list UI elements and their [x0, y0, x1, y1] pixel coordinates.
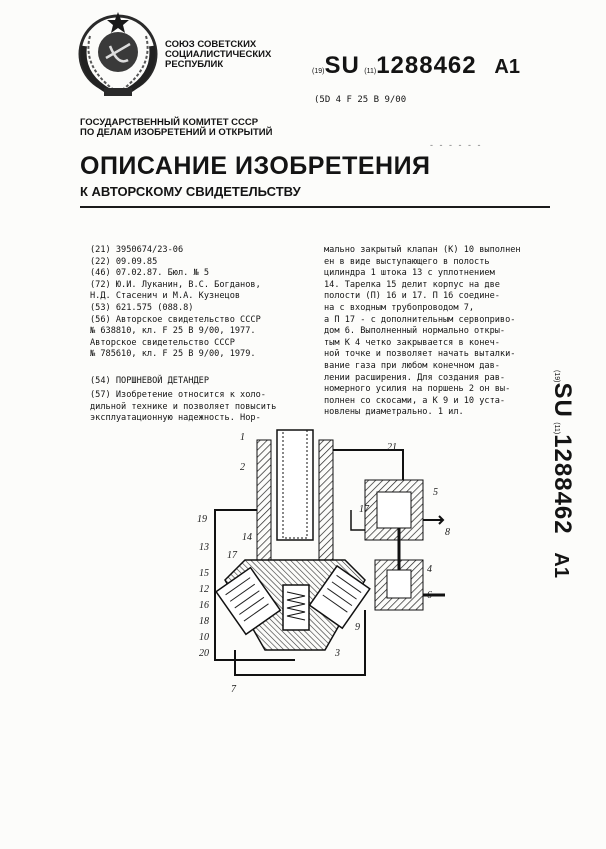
drawing-label: 12 — [199, 584, 209, 595]
drawing-label: 4 — [427, 564, 432, 575]
committee-name: ГОСУДАРСТВЕННЫЙ КОМИТЕТ СССР ПО ДЕЛАМ ИЗОБРЕТЕНИЙ И ОТКРЫТИЙ — [80, 117, 273, 138]
drawing-label: 21 — [387, 442, 397, 453]
drawing-label: 9 — [355, 622, 360, 633]
drawing-label: 3 — [335, 648, 340, 659]
drawing-label: 17 — [227, 550, 237, 561]
drawing-label: 6 — [427, 590, 432, 601]
bibliographic-data: (21) 3950674/23-06 (22) 09.09.85 (46) 07.02.87. Бюл. № 5 (72) Ю.И. Луканин, В.С. Богданов, Н.Д. Стасенич и М.А. Кузнецов (53) 621.575 (088.8) (56) Авторское свидетельство СССР № 638810, кл. F 25 В 9/00, 1977. Авторское свидетельство СССР № 785610, кл. F 25 В 9/00, 1979. — [90, 245, 261, 360]
patent-number: 1288462 — [376, 52, 477, 79]
drawing-label: 18 — [199, 616, 209, 627]
invention-title: (54) ПОРШНЕВОЙ ДЕТАНДЕР — [90, 376, 209, 386]
ipc-classification: (5D 4 F 25 В 9/00 — [314, 95, 407, 105]
drawing-label: 16 — [199, 600, 209, 611]
abstract-right-column: мально закрытый клапан (К) 10 выполнен ен в виде выступающего в полость цилиндра 1 штока 13 с уплотнением 14. Тарелка 15 делит корпус на две полости (П) 16 и 17. П 16 соедине- на с входным трубопроводом 7, а П 17 - с дополнительным сервоприво- дом 6. Выполненный нормально откры- тым К 4 четко закрывается в конеч- ной точке и позволяет начать выталки- вание газа при любом конечном дав- лении расширения. Для создания рав- номерного усилия на поршень 2 он вы- полнен со скосами, а К 9 и 10 уста- новлены диаметрально. 1 ил. — [324, 245, 521, 418]
abstract-left-column: (57) Изобретение относится к холо- дильной технике и позволяет повысить эксплуатационную надежность. Нор- — [90, 390, 277, 424]
drawing-label: 13 — [199, 542, 209, 553]
drawing-label: 1 — [240, 432, 245, 443]
document-title: ОПИСАНИЕ ИЗОБРЕТЕНИЯ — [80, 152, 431, 180]
document-subtitle: К АВТОРСКОМУ СВИДЕТЕЛЬСТВУ — [80, 184, 301, 199]
drawing-label: 15 — [199, 568, 209, 579]
drawing-label: 14 — [242, 532, 252, 543]
piston-expander-drawing — [195, 420, 455, 710]
drawing-label: 7 — [231, 684, 236, 695]
state-emblem-icon — [70, 6, 166, 102]
header-divider — [80, 206, 550, 208]
drawing-label: 19 — [197, 514, 207, 525]
drawing-label: 8 — [445, 527, 450, 538]
drawing-label: 2 — [240, 462, 245, 473]
patent-header: (19)SU (11)1288462 A1 — [312, 52, 520, 79]
drawing-label: 17 — [359, 504, 369, 515]
drawing-label: 10 — [199, 632, 209, 643]
drawing-label: 5 — [433, 487, 438, 498]
union-name: СОЮЗ СОВЕТСКИХ СОЦИАЛИСТИЧЕСКИХ РЕСПУБЛИК — [165, 39, 272, 70]
faded-stamp: - - - - - - — [430, 140, 483, 150]
drawing-label: 20 — [199, 648, 209, 659]
